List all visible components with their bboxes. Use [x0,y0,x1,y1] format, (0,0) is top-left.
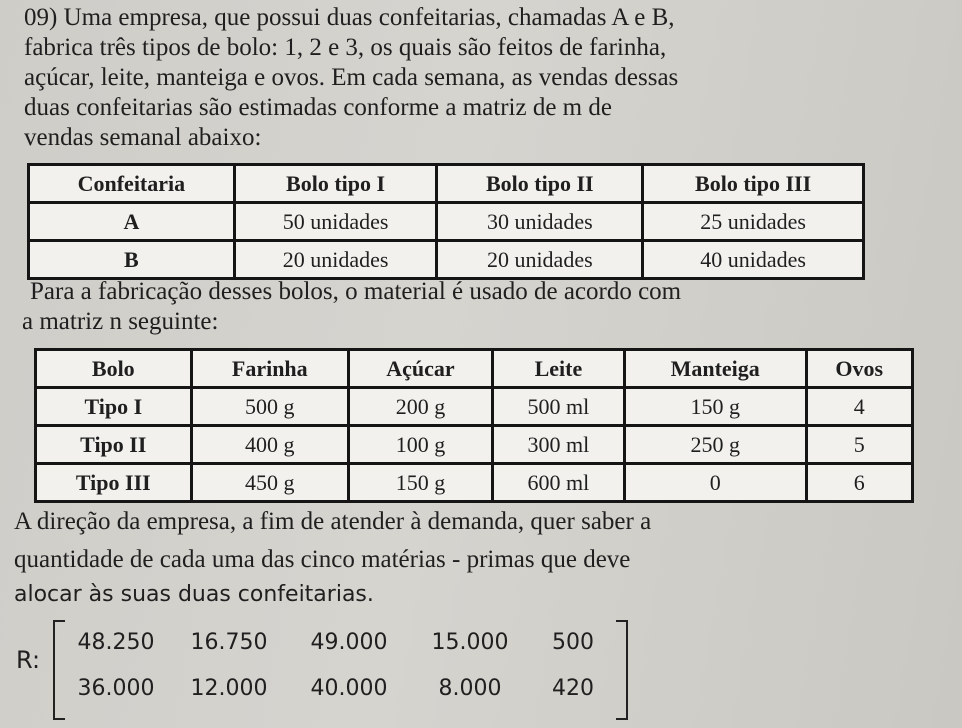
question-line-5: vendas semanal abaixo: [24,124,262,151]
sales-cell: B [29,241,235,279]
materials-cell: 400 g [191,426,348,464]
answer-matrix-cell: 8.000 [438,676,502,701]
materials-header-cell: Farinha [191,350,348,388]
sales-cell: 30 unidades [437,203,643,241]
materials-header-cell: Manteiga [624,350,806,388]
answer-matrix-cell: 36.000 [77,676,155,701]
answer-matrix-cell: 49.000 [310,630,388,655]
answer-matrix-cell: 40.000 [310,676,388,701]
sales-cell: 40 unidades [643,241,864,279]
question-line-2: fabrica três tipos de bolo: 1, 2 e 3, os quais são feitos de farinha, [24,34,667,61]
answer-matrix-cell: 16.750 [190,630,268,655]
materials-cell: 150 g [348,464,492,502]
materials-cell: 450 g [191,464,348,502]
question-line-4: duas confeitarias são estimadas conforme a matriz de m de [24,94,612,121]
sales-cell: A [29,203,235,241]
matrix-right-bracket [616,620,628,720]
materials-cell: 600 ml [492,464,624,502]
sales-cell: 25 unidades [643,203,864,241]
sales-header-cell: Bolo tipo II [437,165,643,203]
materials-header-cell: Ovos [806,350,912,388]
materials-header-row [36,350,913,388]
materials-cell: Tipo II [36,426,192,464]
matrix-intro-line-2: a matriz n seguinte: [22,308,219,335]
sales-row [29,241,864,279]
materials-cell: 5 [806,426,912,464]
materials-header-cell: Leite [492,350,624,388]
answer-matrix-cell: 12.000 [190,676,268,701]
sales-cell: 20 unidades [437,241,643,279]
sales-cell: 20 unidades [234,241,437,279]
materials-cell: 100 g [348,426,492,464]
sales-header-cell: Bolo tipo I [234,165,437,203]
matrix-intro-line-1: Para a fabricação desses bolos, o material é usado de acordo com [30,278,682,305]
closing-line-3: alocar às suas duas confeitarias. [14,582,374,607]
materials-cell: Tipo III [36,464,192,502]
materials-table [34,348,914,503]
materials-row [36,464,913,502]
sales-row [29,203,864,241]
answer-matrix-cell: 500 [552,630,594,655]
answer-matrix-cell: 48.250 [77,630,155,655]
sales-table [27,163,865,280]
materials-row [36,388,913,426]
materials-cell: 250 g [624,426,806,464]
materials-cell: 4 [806,388,912,426]
sales-cell: 50 unidades [234,203,437,241]
question-line-1: 09) Uma empresa, que possui duas confeitarias, chamadas A e B, [24,4,675,31]
materials-cell: 150 g [624,388,806,426]
materials-cell: 0 [624,464,806,502]
sales-header-row [29,165,864,203]
answer-matrix-cell: 420 [552,676,594,701]
materials-cell: 500 ml [492,388,624,426]
closing-line-1: A direção da empresa, a fim de atender à demanda, quer saber a [14,508,652,535]
materials-cell: 200 g [348,388,492,426]
answer-matrix-cell: 15.000 [431,630,509,655]
materials-header-cell: Açúcar [348,350,492,388]
materials-row [36,426,913,464]
materials-cell: 300 ml [492,426,624,464]
answer-label: R: [16,646,41,674]
matrix-left-bracket [53,620,65,720]
closing-line-2: quantidade de cada uma das cinco matérias - primas que deve [14,546,631,573]
materials-cell: Tipo I [36,388,192,426]
materials-header-cell: Bolo [36,350,192,388]
sales-header-cell: Confeitaria [29,165,235,203]
materials-cell: 500 g [191,388,348,426]
sales-header-cell: Bolo tipo III [643,165,864,203]
materials-cell: 6 [806,464,912,502]
question-line-3: açúcar, leite, manteiga e ovos. Em cada semana, as vendas dessas [24,64,679,91]
answer-block [16,618,656,718]
